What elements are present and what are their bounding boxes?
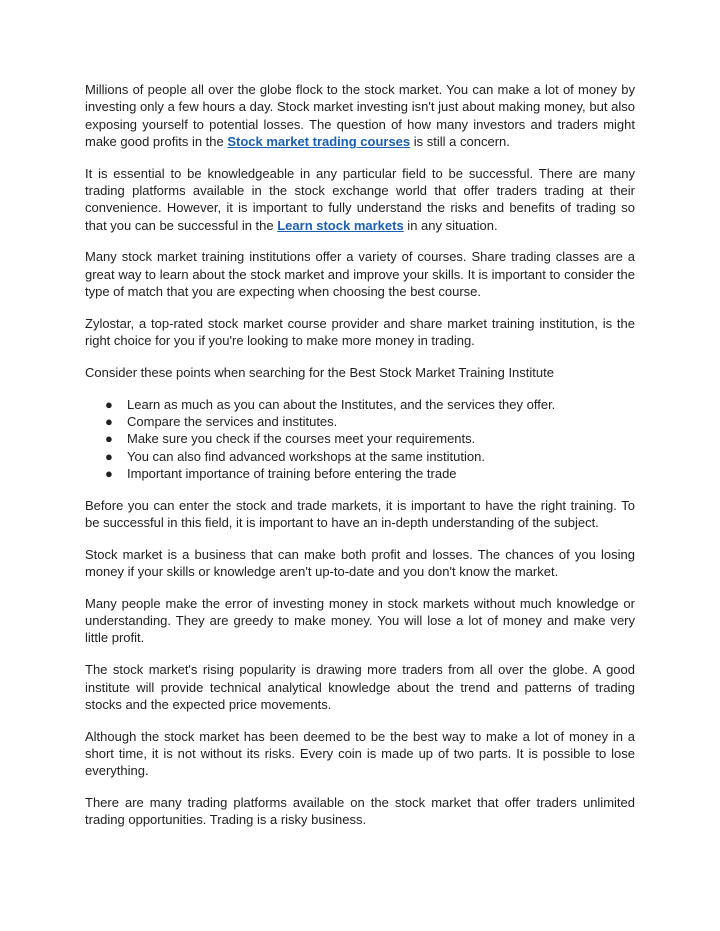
bullet-icon: ● [105,448,113,464]
list-item [85,396,635,413]
paragraph-text: is still a concern. [410,133,510,149]
paragraph-text: It is essential to be knowledgeable in any particular field to be successful. There are many trading platforms available in the stock exchange world that offer traders trading at their convenience. However, it is important to fully understand the risks and benefits of trading so that you can be successful in the [85,165,635,233]
document-body [85,81,635,829]
learn-stock-markets-link[interactable]: Learn stock markets [277,217,404,233]
paragraph-profit-losses: Stock market is a business that can make both profit and losses. The chances of you losing money if your skills or knowledge aren't up-to-date and you don't know the market. [85,546,635,580]
paragraph-risks: Although the stock market has been deemed to be the best way to make a lot of money in a short time, it is not without its risks. Every coin is made up of two parts. It is possible to lose everything. [85,728,635,779]
paragraph-rising-popularity: The stock market's rising popularity is drawing more traders from all over the globe. A good institute will provide technical analytical knowledge about the trend and patterns of trading stocks and the expected price movements. [85,662,635,712]
list-item-text: Compare the services and institutes. [127,413,338,429]
paragraph-zylostar: Zylostar, a top-rated stock market course provider and share market training institution, is the right choice for you if you're looking to make more money in trading. [85,315,635,349]
bullet-icon: ● [105,465,113,481]
paragraph-investing-error: Many people make the error of investing money in stock markets without much knowledge or understanding. They are greedy to make money. You will lose a lot of money and make very little profit. [85,595,635,646]
paragraph-right-training: Before you can enter the stock and trade markets, it is important to have the right training. To be successful in this field, it is important to have an in-depth understanding of the subject. [85,497,635,530]
bullet-icon: ● [105,413,113,429]
list-item [85,430,635,447]
list-item-text: Learn as much as you can about the Institutes, and the services they offer. [127,396,556,412]
paragraph-training-institutions: Many stock market training institutions offer a variety of courses. Share trading classes are a great way to learn about the stock market and improve your skills. It is important to consider the type of match that you are expecting when choosing the best course. [85,249,635,299]
list-item-text: You can also find advanced workshops at the same institution. [127,448,485,464]
paragraph-knowledge [85,165,635,234]
points-list [85,396,635,482]
list-item [85,465,635,482]
list-item-text: Make sure you check if the courses meet your requirements. [127,431,476,447]
list-item [85,448,635,465]
paragraph-consider-points: Consider these points when searching for the Best Stock Market Training Institute [85,364,554,380]
bullet-icon: ● [105,396,113,412]
stock-market-trading-courses-link[interactable]: Stock market trading courses [227,133,411,149]
list-item [85,413,635,430]
paragraph-intro [85,81,635,150]
bullet-icon: ● [105,431,113,447]
paragraph-text: in any situation. [403,217,498,233]
paragraph-trading-platforms: There are many trading platforms available on the stock market that offer traders unlimited trading opportunities. Trading is a risky business. [85,795,635,828]
list-item-text: Important importance of training before entering the trade [127,465,457,481]
paragraph-text: Millions of people all over the globe flock to the stock market. You can make a lot of money by investing only a few hours a day. Stock market investing isn't just about making money, but also exposing yourself to potential losses. The question of how many investors and traders might make good profits in the [85,82,635,149]
